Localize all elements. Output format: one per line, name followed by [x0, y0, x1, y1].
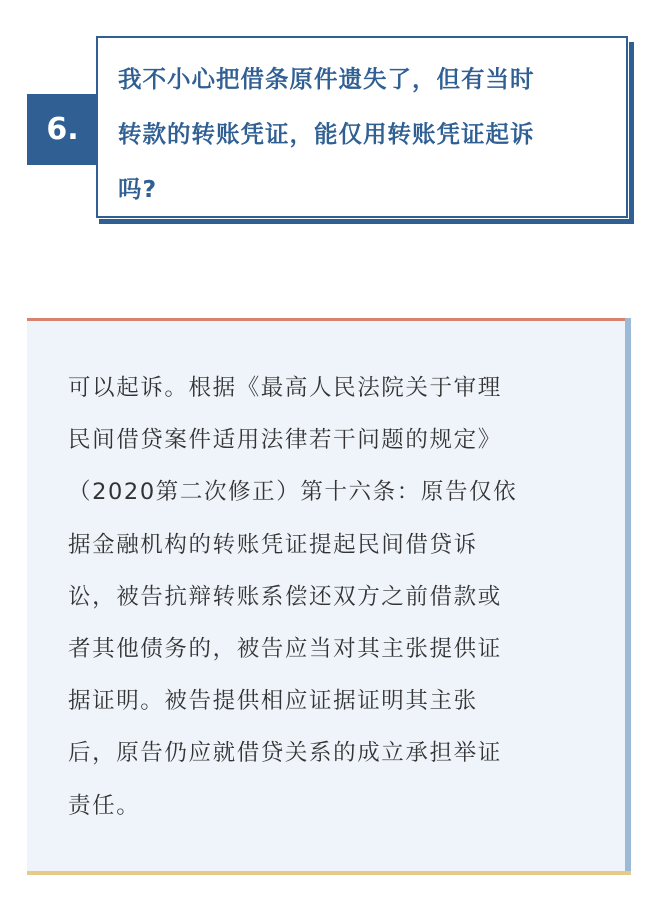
answer-line: 据证明。被告提供相应证据证明其主张: [68, 688, 478, 715]
question-line: 吗?: [118, 175, 158, 203]
question-box-shadow-bottom: [99, 219, 634, 224]
answer-card-right-border: [625, 318, 631, 873]
question-line: 我不小心把借条原件遗失了，但有当时: [118, 65, 535, 93]
answer-line: 责任。: [68, 792, 141, 819]
answer-line: 者其他债务的，被告应当对其主张提供证: [68, 636, 502, 663]
question-text: [118, 52, 618, 217]
answer-text: [68, 362, 588, 832]
question-section: [0, 0, 660, 240]
answer-line: 讼，被告抗辩转账系偿还双方之前借款或: [68, 583, 502, 610]
answer-line: （2020第二次修正）第十六条：原告仅依: [68, 479, 518, 506]
answer-line: 可以起诉。根据《最高人民法院关于审理: [68, 375, 502, 401]
question-line: 转款的转账凭证，能仅用转账凭证起诉: [118, 120, 535, 148]
answer-line: 后，原告仍应就借贷关系的成立承担举证: [68, 740, 502, 767]
question-number-badge: 6.: [27, 94, 98, 165]
answer-card-bottom-border: [27, 871, 631, 875]
answer-line: 据金融机构的转账凭证提起民间借贷诉: [68, 531, 478, 558]
question-box-shadow-right: [629, 42, 634, 224]
answer-line: 民间借贷案件适用法律若干问题的规定》: [68, 427, 502, 454]
